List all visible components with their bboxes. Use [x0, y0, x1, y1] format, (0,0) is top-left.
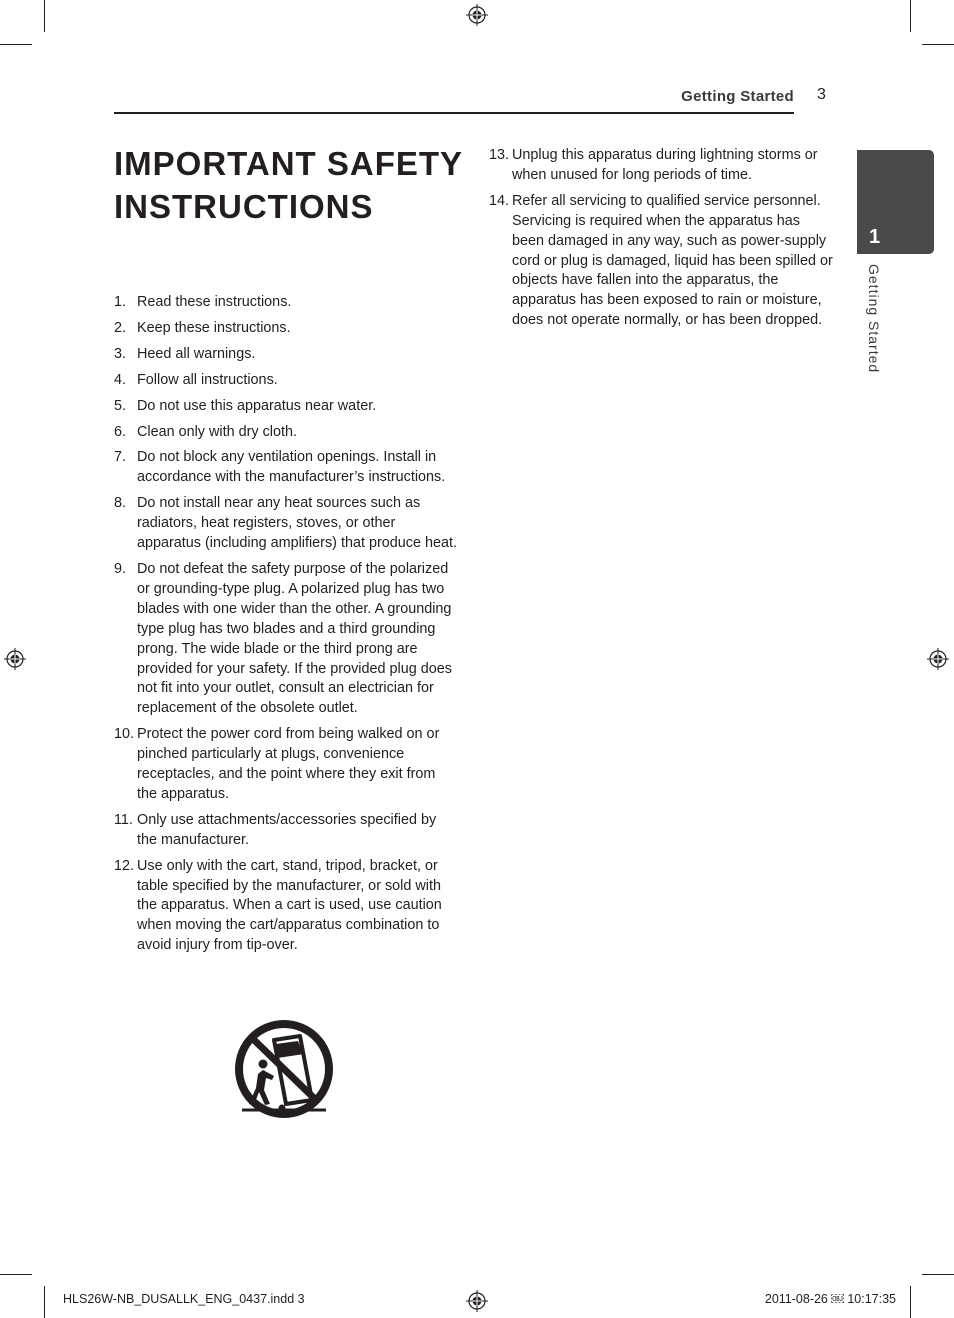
crop-mark — [910, 0, 911, 32]
header-section-title: Getting Started — [681, 88, 794, 105]
list-item — [489, 192, 834, 331]
item-number: 13. — [489, 147, 510, 163]
item-number: 10. — [114, 726, 135, 743]
item-text: Heed all warnings. — [137, 345, 256, 362]
running-header — [114, 86, 794, 114]
item-number: 11. — [114, 811, 133, 828]
crop-mark — [0, 1274, 32, 1275]
item-number: 3. — [114, 345, 127, 362]
list-item — [114, 371, 459, 391]
list-item — [114, 423, 459, 443]
item-text: Use only with the cart, stand, tripod, bracket, or table specified by the manufacturer, or sold with the apparatus. When a cart is used, use caution when moving the cart/apparatus combination to avoid injury from tip-over. — [137, 857, 442, 954]
item-text: Protect the power cord from being walked on or pinched particularly at plugs, convenience receptacles, and the point where they exit from the apparatus. — [137, 726, 440, 802]
crop-mark — [922, 1274, 954, 1275]
item-text: Unplug this apparatus during lightning storms or when unused for long periods of time. — [512, 147, 818, 183]
page-number: 3 — [817, 86, 826, 103]
item-text: Clean only with dry cloth. — [137, 423, 297, 440]
list-item — [114, 448, 459, 488]
footer-date: 2011-08-26 ￼ 10:17:35 — [764, 1292, 896, 1306]
item-number: 4. — [114, 371, 127, 388]
crop-mark — [922, 44, 954, 45]
page-title: IMPORTANT SAFETY INSTRUCTIONS — [114, 145, 463, 225]
crop-mark — [44, 1286, 45, 1318]
registration-mark-icon — [4, 648, 26, 670]
list-item — [114, 397, 459, 417]
item-text: Follow all instructions. — [137, 371, 278, 388]
list-item — [489, 146, 834, 186]
registration-mark-icon — [927, 648, 949, 670]
list-item — [114, 725, 459, 805]
item-number: 7. — [114, 449, 127, 466]
item-text: Only use attachments/accessories specified by the manufacturer. — [137, 811, 437, 848]
list-item — [114, 857, 459, 957]
item-text: Do not defeat the safety purpose of the polarized or grounding-type plug. A polarized plug has two blades with one wider than the other. A grounding type plug has two blades and a third grounding prong. The wide blade or the third prong are provided for your safety. If the provided plug does not fit into your outlet, consult an electrician for replacement of the obsolete outlet. — [137, 560, 452, 717]
item-number: 1. — [114, 294, 127, 310]
item-number: 5. — [114, 397, 127, 414]
item-number: 8. — [114, 495, 127, 512]
crop-mark — [44, 0, 45, 32]
chapter-tab-number: 1 — [869, 226, 881, 248]
list-item — [114, 319, 459, 339]
list-item — [114, 811, 459, 851]
item-number: 12. — [114, 857, 135, 874]
list-item — [114, 494, 459, 554]
item-number: 6. — [114, 423, 127, 440]
list-item — [114, 345, 459, 365]
instructions-list-left — [114, 293, 459, 962]
item-number: 9. — [114, 560, 127, 577]
cart-tip-over-warning-icon — [230, 1018, 338, 1122]
registration-mark-icon — [466, 4, 488, 26]
crop-mark — [0, 44, 32, 45]
item-text: Keep these instructions. — [137, 319, 291, 336]
footer-file-name: HLS26W-NB_DUSALLK_ENG_0437.indd 3 — [63, 1292, 305, 1306]
chapter-tab-label: Getting Started — [866, 264, 882, 374]
item-number: 14. — [489, 192, 510, 209]
registration-mark-icon — [466, 1290, 488, 1312]
item-number: 2. — [114, 319, 127, 336]
item-text: Do not install near any heat sources such as radiators, heat registers, stoves, or other apparatus (including amplifiers) that produce heat. — [137, 495, 457, 552]
item-text: Refer all servicing to qualified service personnel. Servicing is required when the apparatus has been damaged in any way, such as power-supply cord or plug is damaged, liquid has been spilled or objects have fallen into the apparatus, the apparatus has been exposed to rain or moisture, does not operate normally, or has been dropped. — [512, 192, 833, 329]
item-text: Read these instructions. — [137, 294, 292, 310]
list-item — [114, 293, 459, 313]
list-item — [114, 560, 459, 719]
item-text: Do not use this apparatus near water. — [137, 397, 377, 414]
instructions-list-right — [489, 146, 834, 337]
item-text: Do not block any ventilation openings. Install in accordance with the manufacturer’s instructions. — [137, 449, 446, 486]
crop-mark — [910, 1286, 911, 1318]
